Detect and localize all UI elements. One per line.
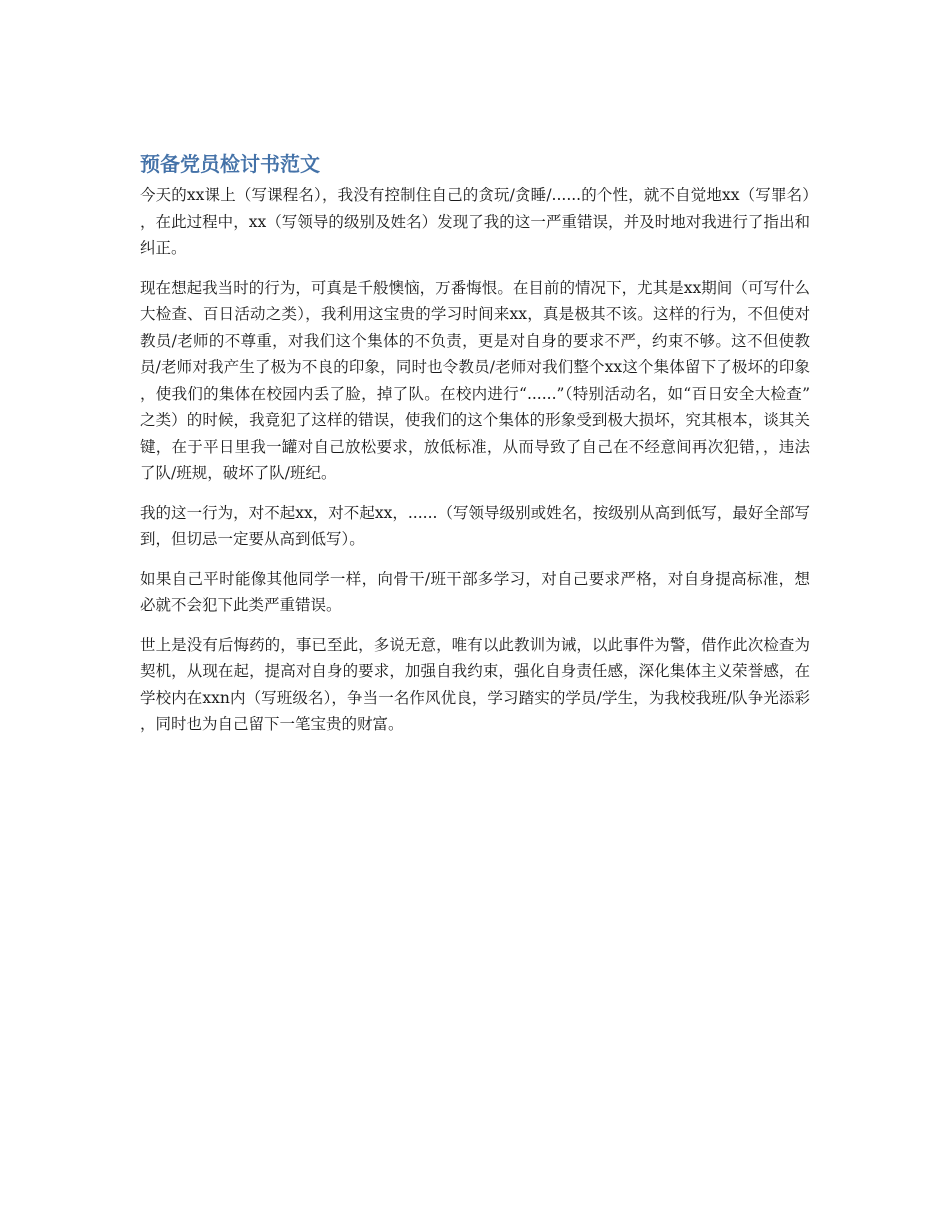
paragraph-1: 今天的xx课上（写课程名），我没有控制住自己的贪玩/贪睡/......的个性，就不自觉地xx（写罪名），在此过程中，xx（写领导的级别及姓名）发现了我的这一严重错误，并及时地对我进行了指出和纠正。 — [140, 186, 810, 257]
paragraph-2: 现在想起我当时的行为，可真是千般懊恼，万番悔恨。在目前的情况下，尤其是xx期间（可写什么大检查、百日活动之类），我利用这宝贵的学习时间来xx，真是极其不该。这样的行为，不但使对教员/老师的不尊重，对我们这个集体的不负责，更是对自身的要求不严，约束不够。这不但使教员/老师对我产生了极为不良的印象，同时也令教员/老师对我们整个xx这个集体留下了极坏的印象，使我们的集体在校园内丢了脸，掉了队。在校内进行“......”（特别活动名，如“百日安全大检查”之类）的时候，我竟犯了这样的错误，使我们的这个集体的形象受到极大损坏，究其根本，谈其关键，在于平日里我一罐对自己放松要求，放低标准，从而导致了自己在不经意间再次犯错，，违法了队/班规，破坏了队/班纪。 — [140, 278, 810, 482]
paragraph-3: 我的这一行为，对不起xx，对不起xx，......（写领导级别或姓名，按级别从高到低写，最好全部写到，但切忌一定要从高到低写）。 — [140, 503, 810, 548]
paragraph-4: 如果自己平时能像其他同学一样，向骨干/班干部多学习，对自己要求严格，对自身提高标准，想必就不会犯下此类严重错误。 — [140, 569, 810, 614]
document-title: 预备党员检讨书范文 — [140, 152, 320, 176]
paragraph-5: 世上是没有后悔药的，事已至此，多说无意，唯有以此教训为诫，以此事件为警，借作此次检查为契机，从现在起，提高对自身的要求，加强自我约束，强化自身责任感，深化集体主义荣誉感，在学校内在xxn内（写班级名），争当一名作风优良，学习踏实的学员/学生，为我校我班/队争光添彩，同时也为自己留下一笔宝贵的财富。 — [140, 635, 810, 733]
